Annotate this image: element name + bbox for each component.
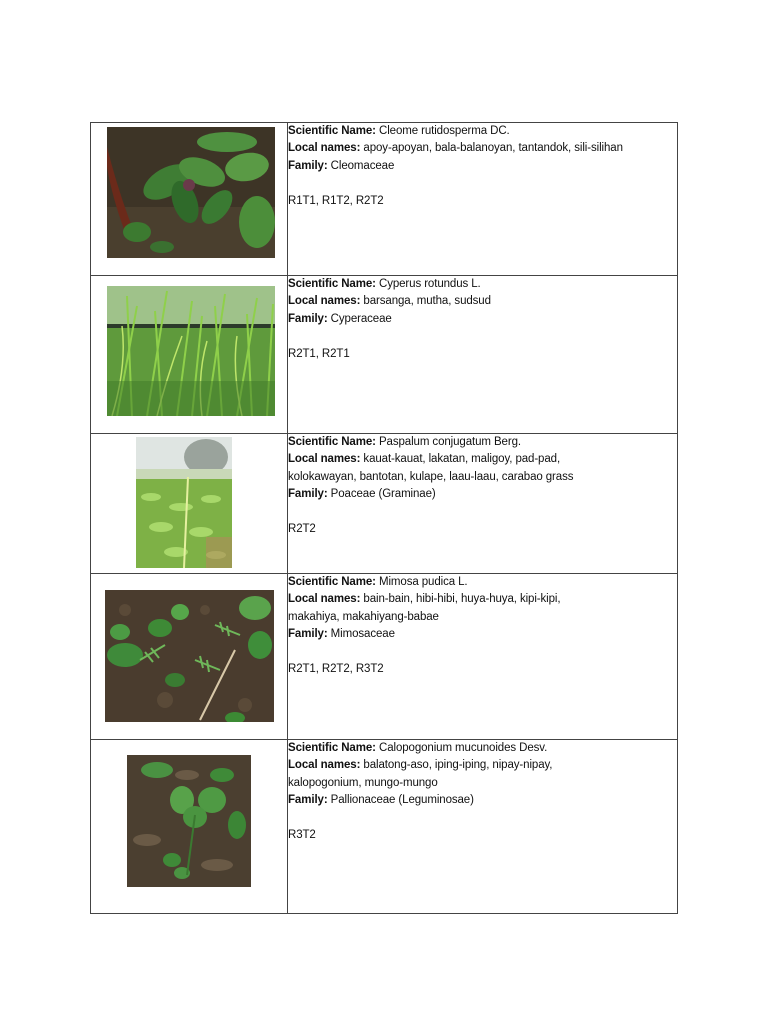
scientific-name: Paspalum conjugatum Berg. [378,436,521,448]
paspalum-grass-photo [136,437,232,568]
plot-codes: R2T2 [288,523,316,536]
photo-cell [91,123,288,276]
plant-species-table [90,122,678,914]
table-row [91,434,678,574]
table-row [91,276,678,434]
local-names-continued: kolokawayan, bantotan, kulape, laau-laau, carabao grass [288,470,574,483]
family-label: Family: [288,628,328,641]
family-name: Cleomaceae [330,159,395,172]
plot-codes: R3T2 [288,829,316,842]
local-names: bain-bain, hibi-hibi, huya-huya, kipi-kipi, [363,593,561,606]
family-label: Family: [288,312,328,325]
local-names: barsanga, mutha, sudsud [363,295,491,308]
table-row [91,574,678,740]
species-details [288,276,678,434]
photo-cell [91,276,288,434]
photo-cell [91,434,288,574]
scientific-name-label: Scientific Name: [288,436,376,448]
table-row [91,123,678,276]
local-names: apoy-apoyan, bala-balanoyan, tantandok, sili-silihan [363,142,623,155]
mimosa-plant-photo [105,590,274,722]
family-name: Cyperaceae [330,312,392,325]
local-names-label: Local names: [288,593,361,606]
plot-codes: R1T1, R1T2, R2T2 [288,194,384,207]
local-names-continued: makahiya, makahiyang-babae [288,610,439,623]
local-names: balatong-aso, iping-iping, nipay-nipay, [363,759,553,772]
photo-cell [91,740,288,914]
scientific-name-label: Scientific Name: [288,278,376,290]
species-details [288,434,678,574]
local-names-continued: kalopogonium, mungo-mungo [288,776,438,789]
family-name: Pallionaceae (Leguminosae) [330,794,474,807]
plot-codes: R2T1, R2T2, R3T2 [288,663,384,676]
local-names-label: Local names: [288,295,361,308]
species-details [288,574,678,740]
scientific-name: Calopogonium mucunoides Desv. [378,742,548,754]
species-details [288,740,678,914]
local-names-label: Local names: [288,759,361,772]
calopogonium-plant-photo [127,755,251,887]
table-row [91,740,678,914]
cleome-plant-photo [107,127,275,258]
plot-codes: R2T1, R2T1 [288,347,350,360]
family-name: Mimosaceae [330,628,395,641]
cyperus-grass-photo [107,286,275,416]
local-names-label: Local names: [288,453,361,466]
photo-cell [91,574,288,740]
scientific-name-label: Scientific Name: [288,576,376,588]
family-name: Poaceae (Graminae) [330,488,436,501]
local-names: kauat-kauat, lakatan, maligoy, pad-pad, [363,453,561,466]
scientific-name: Mimosa pudica L. [378,576,468,588]
species-details [288,123,678,276]
family-label: Family: [288,159,328,172]
scientific-name: Cyperus rotundus L. [378,278,481,290]
scientific-name-label: Scientific Name: [288,125,376,137]
family-label: Family: [288,794,328,807]
scientific-name-label: Scientific Name: [288,742,376,754]
family-label: Family: [288,488,328,501]
local-names-label: Local names: [288,142,361,155]
scientific-name: Cleome rutidosperma DC. [378,125,510,137]
